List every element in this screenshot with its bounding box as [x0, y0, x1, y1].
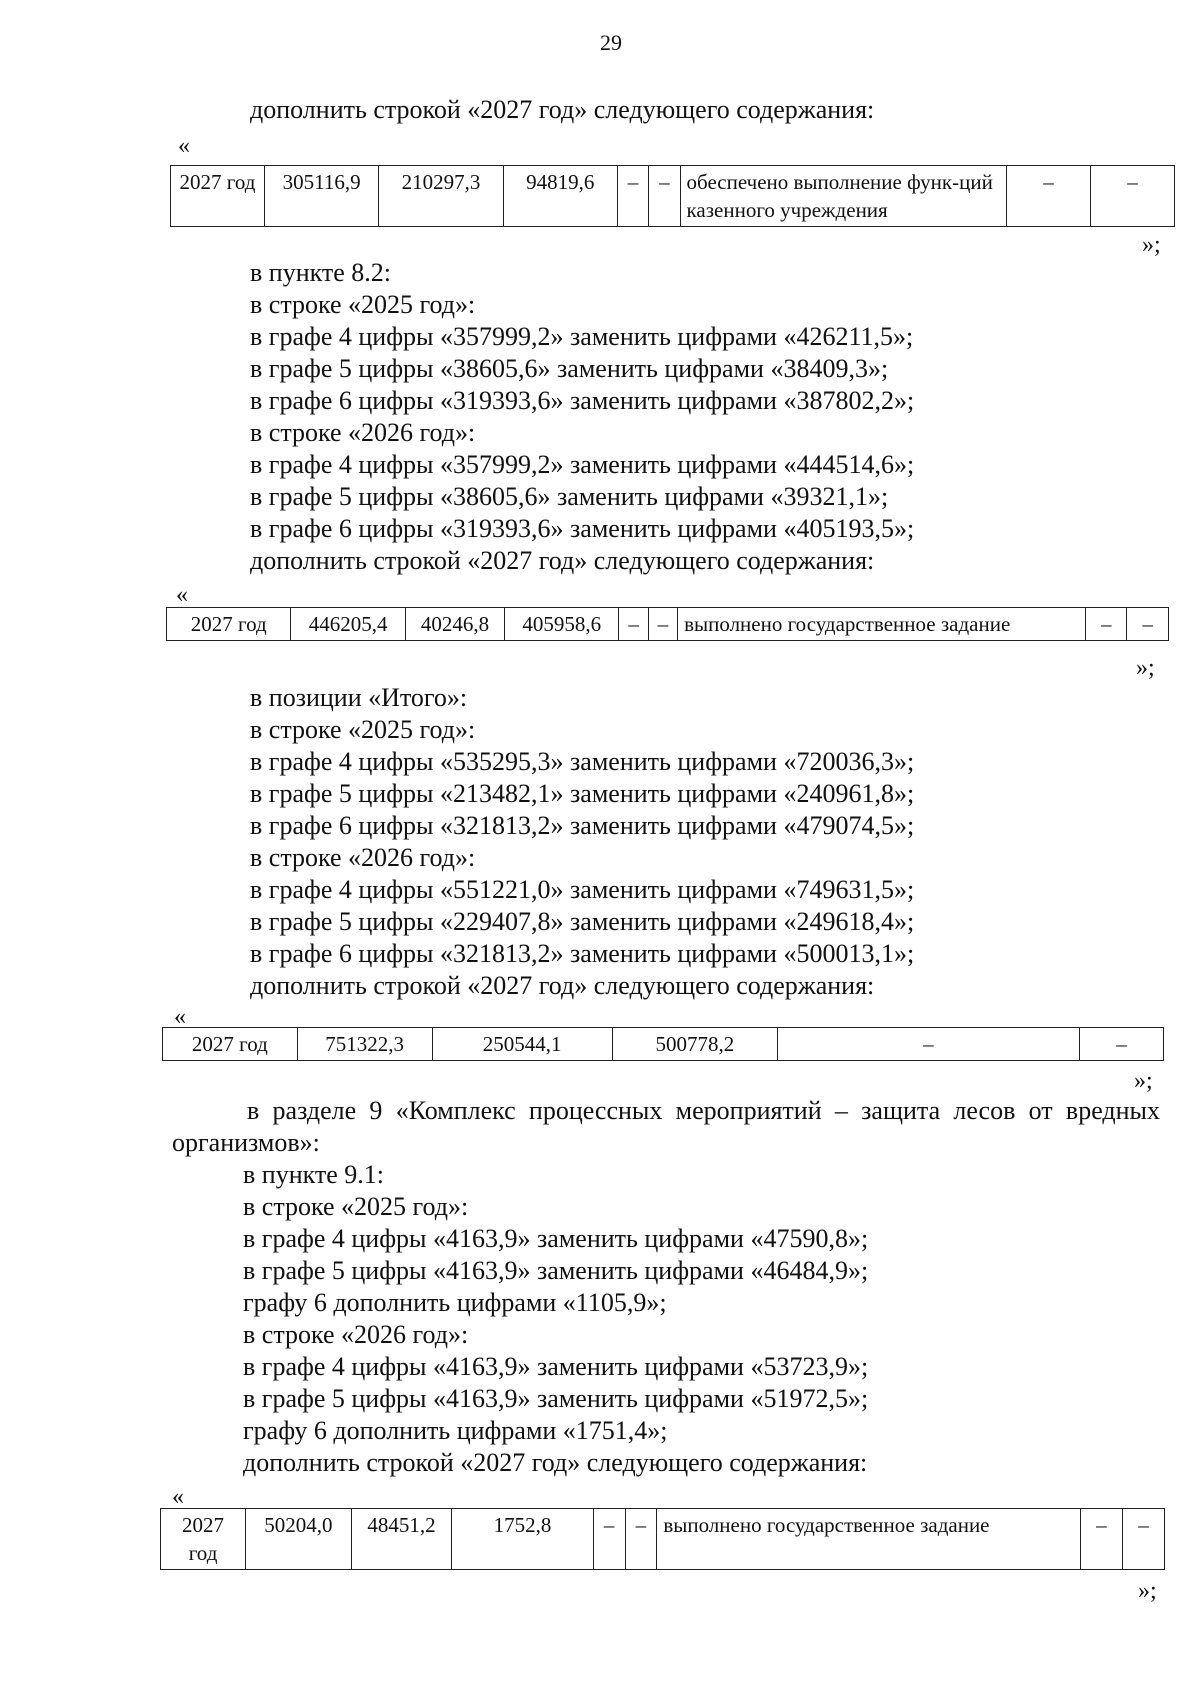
paragraph-line: в строке «2026 год»:: [243, 1320, 469, 1349]
paragraph-line: в пункте 8.2:: [250, 258, 392, 287]
paragraph-line: в строке «2025 год»:: [243, 1192, 469, 1221]
paragraph-line: в строке «2025 год»:: [250, 290, 476, 319]
table-cell: 405958,6: [505, 608, 619, 641]
paragraph-line: в графе 5 цифры «38605,6» заменить цифрами «39321,1»;: [250, 482, 889, 511]
quote-open: «: [176, 582, 188, 608]
table-cell: –: [1079, 1028, 1163, 1061]
paragraph-line: графу 6 дополнить цифрами «1751,4»;: [243, 1416, 668, 1445]
paragraph-line: в графе 4 цифры «4163,9» заменить цифрами «47590,8»;: [243, 1224, 869, 1253]
table-cell: 40246,8: [405, 608, 504, 641]
paragraph-line: в графе 5 цифры «4163,9» заменить цифрами «46484,9»;: [243, 1256, 869, 1285]
paragraph-line: в строке «2026 год»:: [250, 418, 476, 447]
table-cell: –: [1085, 608, 1126, 641]
table-cell: –: [777, 1028, 1079, 1061]
table-cell: –: [1122, 1509, 1164, 1570]
table-cell: 2027 год: [167, 608, 291, 641]
table-cell: 50204,0: [246, 1509, 352, 1570]
quote-close: »;: [1142, 232, 1161, 258]
paragraph-line: в графе 5 цифры «213482,1» заменить цифрами «240961,8»;: [250, 779, 915, 808]
table-row-2027-b: [166, 607, 1169, 641]
table-cell: обеспечено выполнение функ-ций казенного учреждения: [680, 166, 1007, 227]
paragraph-line: в строке «2025 год»:: [250, 715, 476, 744]
table-cell: 2027 год: [163, 1028, 298, 1061]
paragraph-line: дополнить строкой «2027 год» следующего содержания:: [243, 1448, 868, 1477]
table-cell: 210297,3: [379, 166, 503, 227]
quote-open: «: [174, 1004, 186, 1030]
paragraph-line: в графе 5 цифры «4163,9» заменить цифрами «51972,5»;: [243, 1384, 869, 1413]
table-cell: –: [593, 1509, 625, 1570]
quote-close: »;: [1136, 655, 1155, 681]
table-cell: –: [1091, 166, 1175, 227]
paragraph-line: в графе 4 цифры «535295,3» заменить цифрами «720036,3»;: [250, 747, 915, 776]
paragraph-line: дополнить строкой «2027 год» следующего содержания:: [250, 546, 875, 575]
table-cell: 94819,6: [503, 166, 617, 227]
table-cell: –: [1127, 608, 1169, 641]
paragraph-line: в графе 4 цифры «4163,9» заменить цифрами «53723,9»;: [243, 1352, 869, 1381]
table-cell: 2027 год: [171, 166, 265, 227]
table-row-2027-c: [160, 1508, 1165, 1570]
paragraph-line: в графе 5 цифры «229407,8» заменить цифрами «249618,4»;: [250, 907, 915, 936]
paragraph-line: в графе 4 цифры «357999,2» заменить цифрами «426211,5»;: [250, 322, 914, 351]
table-cell: 446205,4: [291, 608, 405, 641]
table-cell: –: [617, 166, 648, 227]
paragraph-line: в строке «2026 год»:: [250, 843, 476, 872]
paragraph-line: дополнить строкой «2027 год» следующего содержания:: [250, 971, 875, 1000]
paragraph-line: в графе 4 цифры «551221,0» заменить цифрами «749631,5»;: [250, 875, 915, 904]
quote-open: «: [178, 133, 190, 159]
table-cell: –: [1007, 166, 1091, 227]
paragraph-line: в графе 6 цифры «319393,6» заменить цифрами «405193,5»;: [250, 514, 915, 543]
paragraph-line: в графе 5 цифры «38605,6» заменить цифрами «38409,3»;: [250, 354, 889, 383]
table-cell: –: [625, 1509, 657, 1570]
table-cell: выполнено государственное задание: [657, 1509, 1081, 1570]
section-paragraph: в разделе 9 «Комплекс процессных мероприятий – защита лесов от вредных организмов»:: [172, 1096, 1160, 1157]
paragraph-line: в графе 6 цифры «321813,2» заменить цифрами «500013,1»;: [250, 939, 915, 968]
table-cell: выполнено государственное задание: [678, 608, 1086, 641]
table-cell: 751322,3: [297, 1028, 432, 1061]
table-cell: –: [619, 608, 648, 641]
table-cell: 48451,2: [351, 1509, 452, 1570]
page-number: 29: [600, 30, 622, 55]
quote-close: »;: [1138, 1578, 1157, 1604]
table-cell: –: [649, 166, 680, 227]
paragraph-line: графу 6 дополнить цифрами «1105,9»;: [243, 1288, 667, 1317]
paragraph-line: в графе 6 цифры «319393,6» заменить цифрами «387802,2»;: [250, 386, 915, 415]
table-cell: 2027 год: [161, 1509, 246, 1570]
quote-open: «: [172, 1484, 184, 1510]
table-cell: 1752,8: [452, 1509, 594, 1570]
table-cell: 250544,1: [432, 1028, 612, 1061]
table-cell: 305116,9: [265, 166, 379, 227]
table-cell: 500778,2: [612, 1028, 777, 1061]
paragraph-line: в графе 6 цифры «321813,2» заменить цифрами «479074,5»;: [250, 811, 915, 840]
paragraph-line: дополнить строкой «2027 год» следующего содержания:: [250, 95, 875, 124]
paragraph-line: в позиции «Итого»:: [250, 683, 468, 712]
table-row-2027-a: [170, 165, 1175, 227]
paragraph-line: в графе 4 цифры «357999,2» заменить цифрами «444514,6»;: [250, 450, 915, 479]
table-cell: –: [1080, 1509, 1122, 1570]
quote-close: »;: [1134, 1068, 1153, 1094]
table-row-2027-itogo: [162, 1027, 1164, 1061]
paragraph-line: в пункте 9.1:: [243, 1160, 385, 1189]
table-cell: –: [648, 608, 677, 641]
